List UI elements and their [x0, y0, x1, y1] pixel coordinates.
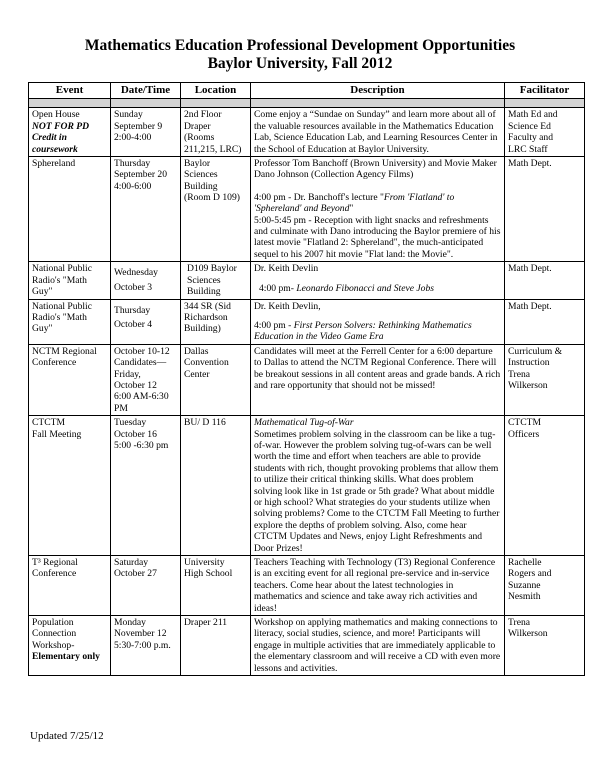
date-cell: Wednesday October 3: [111, 262, 181, 299]
document-title: Mathematics Education Professional Development Opportunities: [84, 37, 516, 54]
date-cell: Monday November 12 5:30-7:00 p.m.: [111, 616, 181, 676]
description-cell: Workshop on applying mathematics and making connections to literacy, social studies, science, and more! Participants will engage in multiple activities that are immediately applicable to the elementary classroom and will receive a CD with even more lessons and activities.: [251, 616, 505, 676]
event-cell: Open House NOT FOR PD Credit in coursework: [29, 108, 111, 157]
schedule-table: [28, 82, 585, 676]
location-cell: 2nd Floor Draper (Rooms 211,215, LRC): [181, 108, 251, 157]
location-cell: D109 Baylor Sciences Building: [181, 262, 251, 299]
facilitator-cell: Math Dept.: [505, 157, 585, 262]
table-row: [29, 299, 585, 344]
description-cell: Professor Tom Banchoff (Brown University) and Movie Maker Dano Johnson (Collection Agency Films) 4:00 pm - Dr. Banchoff's lecture "From 'Flatland' to 'Sphereland' and Beyond" 5:00-5:45 pm - Reception with light snacks and refreshments and culminate with Dano introducing the Baylor premiere of his latest movie "Flatland 2: Sphereland", the much-anticipated sequel to his 2007 hit movie "Flat land: the Movie".: [251, 157, 505, 262]
description-cell: Come enjoy a “Sundae on Sunday” and learn more about all of the valuable resources available in the Mathematics Education Lab, Science Education Lab, and Learning Resources Center in the School of Education at Baylor University.: [251, 108, 505, 157]
updated-date: Updated 7/25/12: [30, 730, 104, 742]
event-cell: NCTM Regional Conference: [29, 344, 111, 415]
location-cell: University High School: [181, 556, 251, 616]
date-cell: Sunday September 9 2:00-4:00: [111, 108, 181, 157]
column-header-datetime: Date/Time: [111, 83, 181, 99]
facilitator-cell: Trena Wilkerson: [505, 616, 585, 676]
facilitator-cell: CTCTM Officers: [505, 416, 585, 556]
document-subtitle: Baylor University, Fall 2012: [207, 55, 393, 72]
column-header-event: Event: [29, 83, 111, 99]
location-cell: 344 SR (Sid Richardson Building): [181, 299, 251, 344]
description-cell: Teachers Teaching with Technology (T3) Regional Conference is an exciting event for all regional pre-service and in-service teachers. Come hear about the latest technologies in mathematics and science and take away rich activities and ideas!: [251, 556, 505, 616]
event-cell: Population Connection Workshop- Elementary only: [29, 616, 111, 676]
shaded-spacer-row: [29, 99, 585, 108]
location-cell: BU/ D 116: [181, 416, 251, 556]
description-cell: Mathematical Tug-of-War Sometimes problem solving in the classroom can be like a tug-of-war. However the problem solving tug-of-wars can be well worth the time and effort when teachers are able to provide students with rich, thought provoking problems that allow them to utilize their critical thinking skills. What does problem solving look like in 1st grade or 5th grade? What about middle or high school? What strategies do your students utilize when solving problems? Come to the CTCTM Fall Meeting to further explore the depths of problem solving. Also, come hear CTCTM Updates and News, enjoy Light Refreshments and Door Prizes!: [251, 416, 505, 556]
event-cell: CTCTM Fall Meeting: [29, 416, 111, 556]
facilitator-cell: Rachelle Rogers and Suzanne Nesmith: [505, 556, 585, 616]
table-row: [29, 157, 585, 262]
location-cell: Baylor Sciences Building (Room D 109): [181, 157, 251, 262]
date-cell: Thursday October 4: [111, 299, 181, 344]
column-header-description: Description: [251, 83, 505, 99]
event-cell: National Public Radio's "Math Guy": [29, 262, 111, 299]
date-cell: Saturday October 27: [111, 556, 181, 616]
description-cell: Candidates will meet at the Ferrell Center for a 6:00 departure to Dallas to attend the NCTM Regional Conference. There will be breakout sessions in all content areas and grade bands. A rich and rare opportunity that should not be missed!: [251, 344, 505, 415]
column-header-location: Location: [181, 83, 251, 99]
location-cell: Draper 211: [181, 616, 251, 676]
table-row: [29, 262, 585, 299]
table-row: [29, 556, 585, 616]
event-cell: National Public Radio's "Math Guy": [29, 299, 111, 344]
table-row: [29, 344, 585, 415]
event-cell: T³ Regional Conference: [29, 556, 111, 616]
date-cell: Tuesday October 16 5:00 -6:30 pm: [111, 416, 181, 556]
facilitator-cell: Math Ed and Science Ed Faculty and LRC Staff: [505, 108, 585, 157]
column-header-facilitator: Facilitator: [505, 83, 585, 99]
facilitator-cell: Math Dept.: [505, 262, 585, 299]
facilitator-cell: Math Dept.: [505, 299, 585, 344]
description-cell: Dr. Keith Devlin 4:00 pm- Leonardo Fibonacci and Steve Jobs: [251, 262, 505, 299]
facilitator-cell: Curriculum & Instruction Trena Wilkerson: [505, 344, 585, 415]
table-row: [29, 616, 585, 676]
date-cell: October 10-12 Candidates— Friday, October 12 6:00 AM-6:30 PM: [111, 344, 181, 415]
event-cell: Sphereland: [29, 157, 111, 262]
table-row: [29, 416, 585, 556]
header-row: [29, 83, 585, 99]
table-row: [29, 108, 585, 157]
location-cell: Dallas Convention Center: [181, 344, 251, 415]
date-cell: Thursday September 20 4:00-6:00: [111, 157, 181, 262]
description-cell: Dr. Keith Devlin, 4:00 pm - First Person Solvers: Rethinking Mathematics Education in the Video Game Era: [251, 299, 505, 344]
